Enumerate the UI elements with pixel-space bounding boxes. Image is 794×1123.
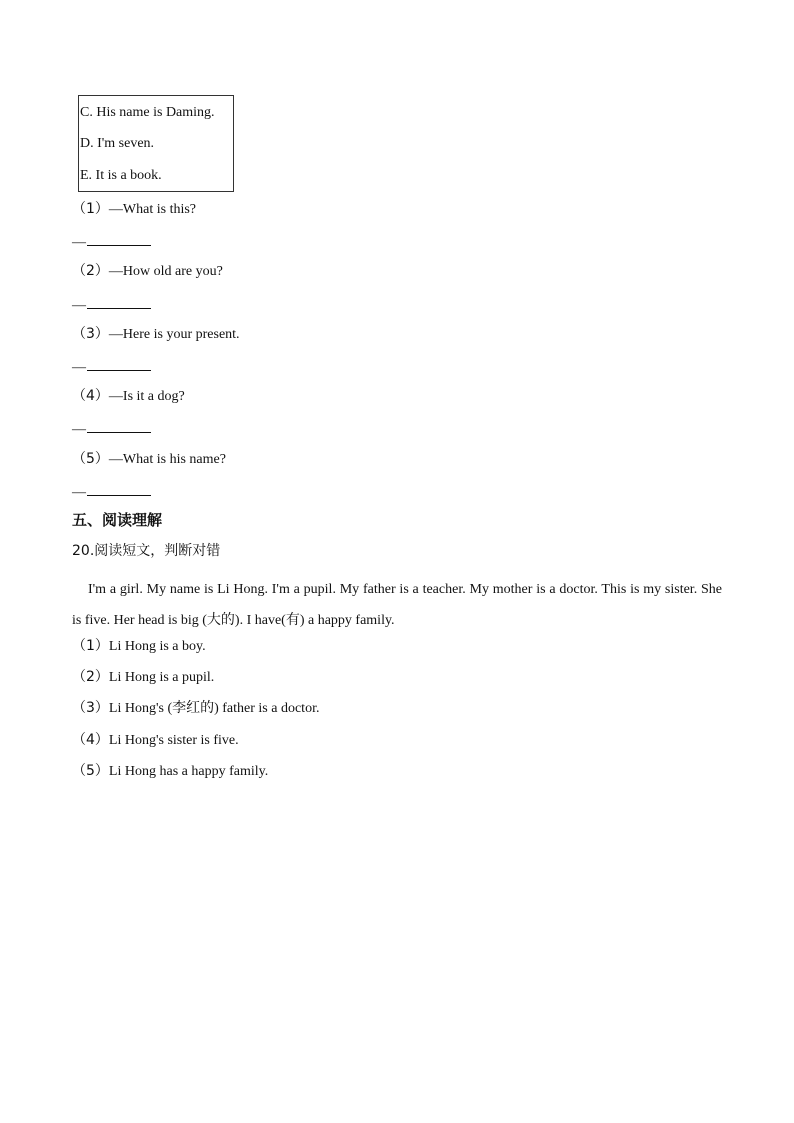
answer-blank-3[interactable] — [87, 356, 151, 371]
answer-line-4 — [72, 418, 151, 439]
question-1 — [72, 200, 196, 219]
answer-blank-4[interactable] — [87, 418, 151, 433]
question-text: —Is it a dog? — [108, 389, 185, 404]
statement-number: （3） — [72, 700, 109, 716]
question-text: —How old are you? — [108, 264, 223, 279]
answer-dash: — — [72, 360, 86, 375]
answer-dash: — — [72, 422, 86, 437]
answer-blank-2[interactable] — [87, 294, 151, 309]
statement-3 — [72, 699, 319, 718]
statement-number: （2） — [72, 669, 109, 685]
question-number: （4） — [72, 388, 109, 404]
question-5 — [72, 450, 226, 469]
statement-2 — [72, 668, 214, 687]
question-text: —Here is your present. — [108, 327, 240, 342]
question-text: —What is his name? — [108, 452, 226, 467]
question-number: （1） — [72, 201, 109, 217]
option-c: C. His name is Daming. — [80, 105, 215, 120]
answer-line-3 — [72, 356, 151, 377]
answer-dash: — — [72, 298, 86, 313]
statement-text: Li Hong's (李红的) father is a doctor. — [108, 701, 320, 716]
question-number: （5） — [72, 451, 109, 467]
statement-text: Li Hong has a happy family. — [108, 764, 269, 779]
statement-1 — [72, 637, 206, 656]
answer-line-5 — [72, 481, 151, 502]
statement-text: Li Hong is a pupil. — [108, 670, 215, 685]
answer-dash: — — [72, 235, 86, 250]
question-20-title: 20.阅读短文，判断对错 — [72, 543, 221, 559]
question-4 — [72, 387, 185, 406]
question-number: （2） — [72, 263, 109, 279]
option-e: E. It is a book. — [80, 168, 162, 183]
answer-dash: — — [72, 485, 86, 500]
statement-number: （4） — [72, 732, 109, 748]
section-heading: 五、阅读理解 — [72, 511, 163, 529]
statement-number: （5） — [72, 763, 109, 779]
statement-number: （1） — [72, 638, 109, 654]
answer-line-2 — [72, 294, 151, 315]
statement-text: Li Hong is a boy. — [108, 639, 206, 654]
answer-blank-5[interactable] — [87, 481, 151, 496]
question-number: （3） — [72, 326, 109, 342]
statement-5 — [72, 762, 268, 781]
option-d: D. I'm seven. — [80, 136, 155, 151]
reading-passage: I'm a girl. My name is Li Hong. I'm a pupil. My father is a teacher. My mother is a doctor. This is my sister. She is five. Her head is big (大的). I have(有) a happy family. — [72, 582, 722, 628]
statement-4 — [72, 731, 239, 750]
question-3 — [72, 325, 240, 344]
question-2 — [72, 262, 223, 281]
question-text: —What is this? — [108, 202, 197, 217]
statement-text: Li Hong's sister is five. — [108, 733, 239, 748]
answer-blank-1[interactable] — [87, 231, 151, 246]
answer-line-1 — [72, 231, 151, 252]
